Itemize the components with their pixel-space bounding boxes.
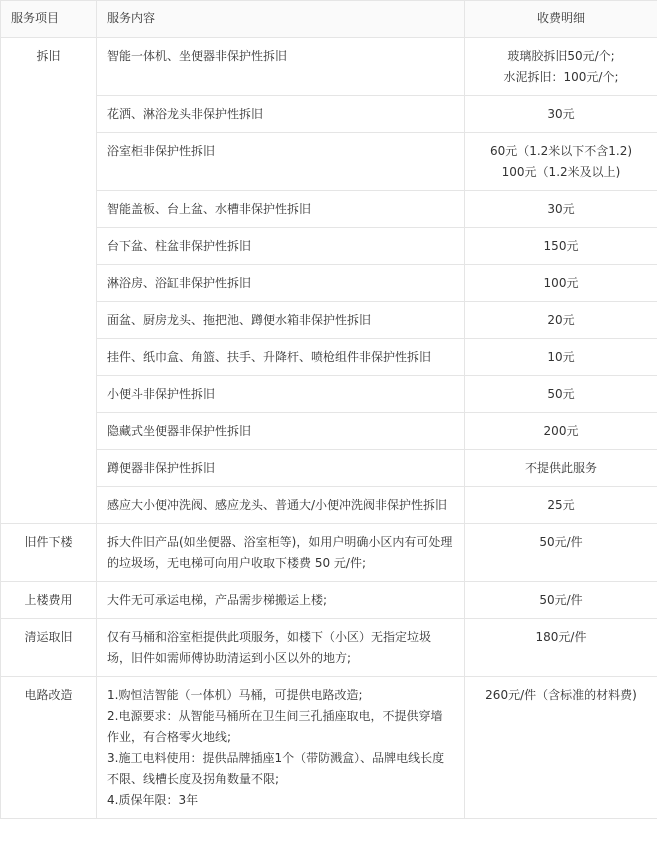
content-cell: 挂件、纸巾盒、角篮、扶手、升降杆、喷枪组件非保护性拆旧 bbox=[97, 339, 465, 376]
price-cell bbox=[465, 133, 657, 191]
price-cell: 260元/件（含标准的材料费) bbox=[465, 677, 657, 819]
header-content: 服务内容 bbox=[97, 1, 465, 38]
price-cell: 25元 bbox=[465, 487, 657, 524]
table-row-circuit bbox=[1, 677, 657, 819]
content-cell: 拆大件旧产品(如坐便器、浴室柜等)，如用户明确小区内有可处理的垃圾场，无电梯可向用户收取下楼费 50 元/件; bbox=[97, 524, 465, 582]
category-demolition: 拆旧 bbox=[1, 38, 97, 524]
table-row-removal bbox=[1, 619, 657, 677]
price-cell: 50元/件 bbox=[465, 524, 657, 582]
header-row bbox=[1, 1, 657, 38]
circuit-line: 4.质保年限：3年 bbox=[107, 793, 199, 807]
table-row bbox=[1, 487, 657, 524]
content-cell: 花洒、淋浴龙头非保护性拆旧 bbox=[97, 96, 465, 133]
table-row bbox=[1, 339, 657, 376]
circuit-line: 3.施工电料使用：提供品牌插座1个（带防溅盒）、品牌电线长度不限、线槽长度及拐角数量不限; bbox=[107, 751, 445, 786]
price-cell: 150元 bbox=[465, 228, 657, 265]
content-cell: 智能盖板、台上盆、水槽非保护性拆旧 bbox=[97, 191, 465, 228]
content-cell: 台下盆、柱盆非保护性拆旧 bbox=[97, 228, 465, 265]
price-cell: 50元/件 bbox=[465, 582, 657, 619]
header-category: 服务项目 bbox=[1, 1, 97, 38]
table-row bbox=[1, 376, 657, 413]
table-row bbox=[1, 228, 657, 265]
content-cell: 仅有马桶和浴室柜提供此项服务，如楼下（小区）无指定垃圾场，旧件如需师傅协助清运到小区以外的地方; bbox=[97, 619, 465, 677]
category-upstairs: 上楼费用 bbox=[1, 582, 97, 619]
price-cell: 20元 bbox=[465, 302, 657, 339]
price-cell: 30元 bbox=[465, 191, 657, 228]
circuit-line: 1.购恒洁智能（一体机）马桶，可提供电路改造; bbox=[107, 688, 363, 702]
price-line: 100元（1.2米及以上) bbox=[501, 165, 621, 179]
price-cell: 100元 bbox=[465, 265, 657, 302]
circuit-line: 2.电源要求：从智能马桶所在卫生间三孔插座取电，不提供穿墙作业，有合格零火地线; bbox=[107, 709, 443, 744]
header-price: 收费明细 bbox=[465, 1, 657, 38]
category-downstairs: 旧件下楼 bbox=[1, 524, 97, 582]
table-row bbox=[1, 413, 657, 450]
price-cell: 180元/件 bbox=[465, 619, 657, 677]
table-row bbox=[1, 38, 657, 96]
content-cell: 感应大小便冲洗阀、感应龙头、普通大/小便冲洗阀非保护性拆旧 bbox=[97, 487, 465, 524]
price-cell: 30元 bbox=[465, 96, 657, 133]
price-line: 水泥拆旧：100元/个; bbox=[503, 70, 619, 84]
price-cell: 50元 bbox=[465, 376, 657, 413]
table-row bbox=[1, 302, 657, 339]
table-row-upstairs bbox=[1, 582, 657, 619]
content-cell: 淋浴房、浴缸非保护性拆旧 bbox=[97, 265, 465, 302]
content-cell: 小便斗非保护性拆旧 bbox=[97, 376, 465, 413]
price-cell: 10元 bbox=[465, 339, 657, 376]
table-row-downstairs bbox=[1, 524, 657, 582]
category-removal: 清运取旧 bbox=[1, 619, 97, 677]
content-cell: 智能一体机、坐便器非保护性拆旧 bbox=[97, 38, 465, 96]
table-row bbox=[1, 96, 657, 133]
price-line: 60元（1.2米以下不含1.2) bbox=[489, 144, 633, 158]
price-cell bbox=[465, 38, 657, 96]
category-circuit: 电路改造 bbox=[1, 677, 97, 819]
price-line: 玻璃胶拆旧50元/个; bbox=[507, 49, 615, 63]
content-cell: 隐藏式坐便器非保护性拆旧 bbox=[97, 413, 465, 450]
table-row bbox=[1, 265, 657, 302]
table-row bbox=[1, 450, 657, 487]
price-cell: 不提供此服务 bbox=[465, 450, 657, 487]
content-cell bbox=[97, 677, 465, 819]
content-cell: 大件无可承运电梯，产品需步梯搬运上楼; bbox=[97, 582, 465, 619]
content-cell: 浴室柜非保护性拆旧 bbox=[97, 133, 465, 191]
table-row bbox=[1, 133, 657, 191]
table-row bbox=[1, 191, 657, 228]
content-cell: 蹲便器非保护性拆旧 bbox=[97, 450, 465, 487]
price-cell: 200元 bbox=[465, 413, 657, 450]
content-cell: 面盆、厨房龙头、拖把池、蹲便水箱非保护性拆旧 bbox=[97, 302, 465, 339]
